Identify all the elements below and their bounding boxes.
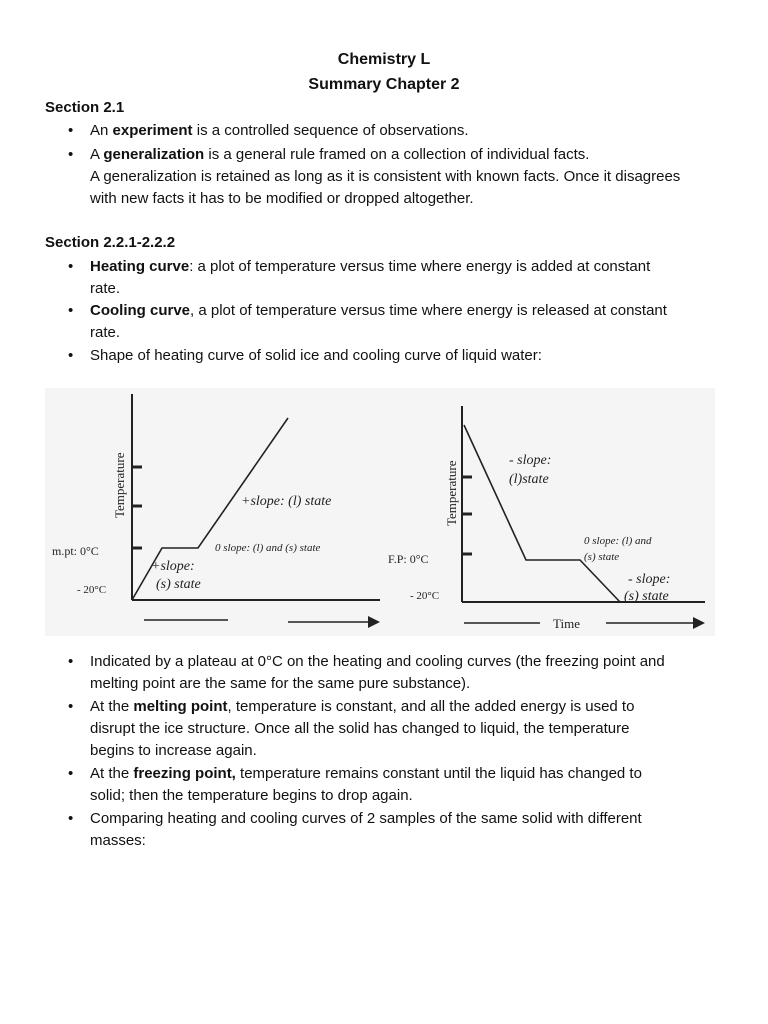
cooling-xlabel: Time: [553, 616, 580, 631]
heating-tick-label-low: - 20°C: [77, 584, 107, 596]
figure-background: [45, 388, 715, 636]
bullet-icon: •: [68, 698, 74, 715]
bullet-icon: •: [68, 258, 74, 275]
document-subtitle: Summary Chapter 2: [308, 76, 460, 93]
list-item-continuation: solid; then the temperature begins to drop again.: [90, 787, 413, 804]
bullet-icon: •: [68, 146, 74, 163]
heating-plateau-label: 0 slope: (l) and (s) state: [215, 542, 321, 554]
cooling-ylabel: Temperature: [444, 460, 459, 526]
section-2-2-heading: Section 2.2.1-2.2.2: [45, 234, 176, 251]
heating-solid-label-1: +slope:: [151, 559, 195, 574]
cooling-tick-label-fp: F.P: 0°C: [388, 552, 429, 566]
heating-ylabel: Temperature: [112, 452, 127, 518]
cooling-solid-label-1: - slope:: [628, 572, 671, 587]
list-item-continuation: disrupt the ice structure. Once all the solid has changed to liquid, the temperature: [90, 720, 630, 737]
list-item-continuation: masses:: [90, 832, 146, 849]
list-item-continuation: rate.: [90, 324, 121, 341]
bullet-icon: •: [68, 347, 74, 364]
list-item-continuation: rate.: [90, 280, 121, 297]
bullet-icon: •: [68, 765, 74, 782]
list-item-continuation: begins to increase again.: [90, 742, 257, 759]
section-2-1-heading: Section 2.1: [45, 99, 125, 116]
heating-tick-label-mp: m.pt: 0°C: [52, 544, 99, 558]
cooling-plateau-label-2: (s) state: [584, 551, 620, 563]
list-item-continuation: A generalization is retained as long as it is consistent with known facts. Once it disagrees: [90, 168, 681, 185]
cooling-plateau-label-1: 0 slope: (l) and: [584, 535, 652, 547]
heating-liquid-label: +slope: (l) state: [241, 494, 332, 509]
cooling-tick-label-low: - 20°C: [410, 590, 440, 602]
document-page: Chemistry L Summary Chapter 2 Section 2.1 • An experiment is a controlled sequence of observations. • A generalization is a general rule framed on a collection of individual facts. A generalization is retained as long as it is consistent with known facts. Once it disagrees with new facts it has to be modified or dropped altogether. Section 2.2.1-2.2.2 • Heating curve: a plot of temperature versus time where energy is added at constant rate. • Cooling curve, a plot of temperature versus time where energy is released at constant rate. • Shape of heating curve of solid ice and cooling curve of liquid water: Temperature m.pt: 0°C - 20°C +slope: (l) state 0 slope: (l) and (s) state +slope: (s) state Temperature F.P: 0°C - 20°C - slope: (l)state 0 slope: (l) and (s) state - slope: (s) state Time • Indicated by a plateau at 0°C on the heating and cooling curves (the freezing point and melting point are the same for the same pure substance). • At the melting point, temperature is constant, and all the added energy is used to disrupt the ice structure. Once all the solid has changed to liquid, the temperature begins to increase again. • At the freezing point, temperature remains constant until the liquid has changed to solid; then the temperature begins to drop again. • Comparing heating and cooling curves of 2 samples of the same solid with different masses:: [0, 0, 768, 1024]
document-title: Chemistry L: [337, 51, 431, 68]
bullet-icon: •: [68, 122, 74, 139]
bullet-icon: •: [68, 653, 74, 670]
cooling-liquid-label-2: (l)state: [509, 472, 549, 487]
list-item-continuation: with new facts it has to be modified or dropped altogether.: [90, 190, 474, 207]
heating-solid-label-2: (s) state: [156, 577, 201, 592]
bullet-icon: •: [68, 810, 74, 827]
cooling-liquid-label-1: - slope:: [509, 453, 552, 468]
heating-cooling-figure: [0, 380, 768, 640]
bullet-icon: •: [68, 302, 74, 319]
cooling-solid-label-2: (s) state: [624, 589, 669, 604]
list-item-continuation: melting point are the same for the same pure substance).: [90, 675, 471, 692]
